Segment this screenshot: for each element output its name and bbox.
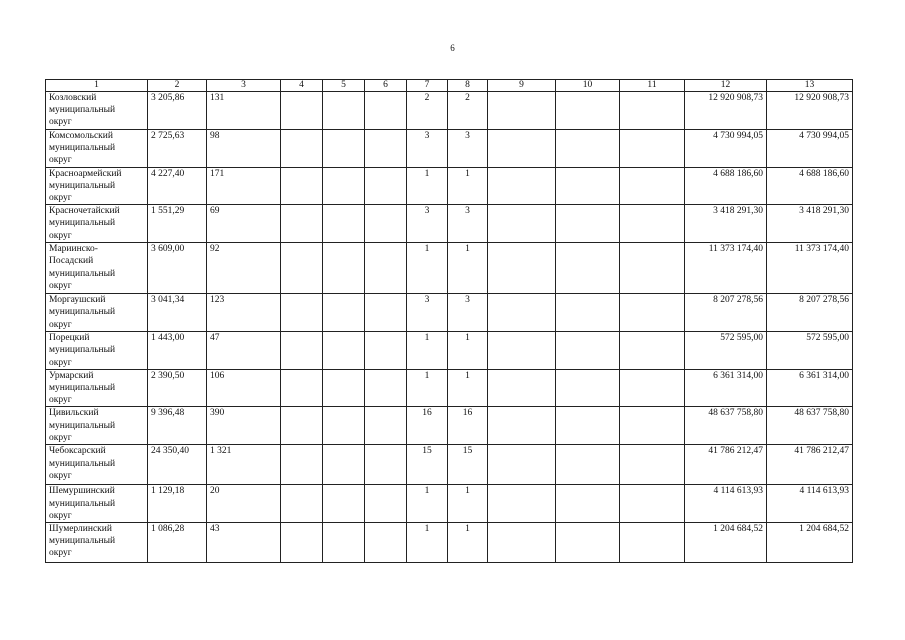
cell-c12: 11 373 174,40 (685, 243, 767, 294)
district-name-cell (46, 294, 148, 332)
cell-c6 (365, 485, 407, 523)
cell-c6 (365, 523, 407, 563)
cell-c12: 6 361 314,00 (685, 369, 767, 407)
cell-c7: 3 (407, 294, 448, 332)
cell-c2: 1 443,00 (148, 332, 207, 370)
cell-c6 (365, 369, 407, 407)
district-name-line: округ (49, 280, 72, 291)
cell-c3: 69 (207, 205, 281, 243)
cell-c12: 8 207 278,56 (685, 294, 767, 332)
cell-c8: 3 (448, 205, 488, 243)
table-row (46, 167, 853, 205)
cell-c13: 6 361 314,00 (767, 369, 853, 407)
cell-c11 (620, 407, 685, 445)
district-name-cell (46, 130, 148, 168)
district-name-line: муниципальный (49, 105, 116, 116)
cell-c9 (488, 294, 556, 332)
district-name-cell (46, 407, 148, 445)
cell-c8: 1 (448, 369, 488, 407)
cell-c3: 92 (207, 243, 281, 294)
cell-c9 (488, 243, 556, 294)
district-name-line: Чебоксарский (49, 446, 106, 457)
cell-c3: 123 (207, 294, 281, 332)
cell-c3: 171 (207, 167, 281, 205)
district-name-line: Шемуршинский (49, 486, 115, 497)
cell-c7: 16 (407, 407, 448, 445)
table-body (46, 92, 853, 563)
column-header: 7 (407, 80, 448, 92)
cell-c9 (488, 523, 556, 563)
cell-c11 (620, 485, 685, 523)
table-row (46, 523, 853, 563)
cell-c5 (323, 294, 365, 332)
cell-c8: 1 (448, 523, 488, 563)
cell-c2: 2 390,50 (148, 369, 207, 407)
cell-c9 (488, 445, 556, 485)
cell-c11 (620, 523, 685, 563)
district-name-line: муниципальный (49, 307, 116, 318)
cell-c13: 4 730 994,05 (767, 130, 853, 168)
district-name-line: Козловский (49, 93, 97, 103)
district-name-line: Красноармейский (49, 168, 122, 179)
district-name-line: округ (49, 357, 72, 368)
header-row (46, 80, 853, 92)
district-name-cell (46, 243, 148, 294)
cell-c5 (323, 205, 365, 243)
cell-c3: 106 (207, 369, 281, 407)
cell-c12: 3 418 291,30 (685, 205, 767, 243)
district-name-line: Порецкий (49, 333, 90, 344)
cell-c12: 572 595,00 (685, 332, 767, 370)
cell-c5 (323, 485, 365, 523)
cell-c13: 1 204 684,52 (767, 523, 853, 563)
district-name-line: Моргаушский (49, 295, 106, 306)
district-name-line: муниципальный (49, 458, 116, 469)
district-name-line: муниципальный (49, 420, 116, 431)
cell-c10 (556, 130, 620, 168)
cell-c10 (556, 369, 620, 407)
cell-c7: 2 (407, 92, 448, 130)
cell-c9 (488, 369, 556, 407)
district-name-line: муниципальный (49, 143, 116, 154)
cell-c8: 2 (448, 92, 488, 130)
cell-c5 (323, 369, 365, 407)
cell-c5 (323, 92, 365, 130)
cell-c2: 3 041,34 (148, 294, 207, 332)
cell-c8: 1 (448, 485, 488, 523)
cell-c5 (323, 332, 365, 370)
cell-c7: 3 (407, 205, 448, 243)
cell-c6 (365, 130, 407, 168)
district-name-line: округ (49, 432, 72, 443)
cell-c4 (281, 445, 323, 485)
district-name-cell (46, 445, 148, 485)
cell-c4 (281, 523, 323, 563)
cell-c9 (488, 332, 556, 370)
table-row (46, 369, 853, 407)
column-header: 9 (488, 80, 556, 92)
cell-c12: 48 637 758,80 (685, 407, 767, 445)
cell-c8: 3 (448, 130, 488, 168)
table-row (46, 130, 853, 168)
cell-c3: 131 (207, 92, 281, 130)
cell-c5 (323, 167, 365, 205)
column-header: 11 (620, 80, 685, 92)
cell-c13: 4 114 613,93 (767, 485, 853, 523)
cell-c7: 3 (407, 130, 448, 168)
table-row (46, 332, 853, 370)
table-row (46, 407, 853, 445)
cell-c4 (281, 407, 323, 445)
cell-c7: 1 (407, 485, 448, 523)
column-header: 3 (207, 80, 281, 92)
cell-c13: 12 920 908,73 (767, 92, 853, 130)
cell-c3: 1 321 (207, 445, 281, 485)
cell-c3: 390 (207, 407, 281, 445)
cell-c8: 1 (448, 243, 488, 294)
cell-c5 (323, 407, 365, 445)
cell-c2: 3 205,86 (148, 92, 207, 130)
cell-c13: 11 373 174,40 (767, 243, 853, 294)
cell-c12: 4 730 994,05 (685, 130, 767, 168)
cell-c13: 48 637 758,80 (767, 407, 853, 445)
cell-c10 (556, 205, 620, 243)
cell-c13: 4 688 186,60 (767, 167, 853, 205)
district-name-line: округ (49, 470, 72, 481)
cell-c9 (488, 167, 556, 205)
cell-c7: 1 (407, 167, 448, 205)
district-name-cell (46, 332, 148, 370)
cell-c12: 4 688 186,60 (685, 167, 767, 205)
district-name-line: округ (49, 117, 72, 128)
cell-c4 (281, 167, 323, 205)
cell-c2: 4 227,40 (148, 167, 207, 205)
column-header: 2 (148, 80, 207, 92)
table-row (46, 485, 853, 523)
table-row (46, 445, 853, 485)
cell-c3: 43 (207, 523, 281, 563)
cell-c7: 1 (407, 243, 448, 294)
district-name-line: Цивильский (49, 408, 99, 419)
district-name-line: округ (49, 548, 72, 559)
cell-c2: 2 725,63 (148, 130, 207, 168)
cell-c5 (323, 445, 365, 485)
cell-c2: 1 551,29 (148, 205, 207, 243)
district-name-line: Комсомольский (49, 131, 113, 141)
cell-c10 (556, 332, 620, 370)
cell-c5 (323, 130, 365, 168)
district-name-cell (46, 167, 148, 205)
district-name-line: Урмарский (49, 370, 94, 381)
cell-c9 (488, 130, 556, 168)
cell-c3: 20 (207, 485, 281, 523)
cell-c4 (281, 205, 323, 243)
column-header: 6 (365, 80, 407, 92)
cell-c10 (556, 523, 620, 563)
cell-c11 (620, 130, 685, 168)
district-name-cell (46, 485, 148, 523)
cell-c8: 16 (448, 407, 488, 445)
cell-c12: 1 204 684,52 (685, 523, 767, 563)
cell-c12: 12 920 908,73 (685, 92, 767, 130)
column-header: 13 (767, 80, 853, 92)
table-row (46, 205, 853, 243)
cell-c2: 3 609,00 (148, 243, 207, 294)
table-row (46, 243, 853, 294)
district-name-cell (46, 92, 148, 130)
district-name-line: Мариинско- (49, 244, 98, 255)
district-name-line: муниципальный (49, 383, 116, 394)
district-name-line: Шумерлинский (49, 524, 112, 535)
column-header: 8 (448, 80, 488, 92)
district-name-line: муниципальный (49, 180, 116, 191)
district-name-line: муниципальный (49, 268, 116, 279)
cell-c2: 1 086,28 (148, 523, 207, 563)
cell-c4 (281, 369, 323, 407)
cell-c11 (620, 92, 685, 130)
cell-c8: 1 (448, 332, 488, 370)
district-name-line: муниципальный (49, 345, 116, 356)
table-row (46, 92, 853, 130)
cell-c3: 47 (207, 332, 281, 370)
cell-c4 (281, 243, 323, 294)
cell-c4 (281, 485, 323, 523)
district-name-cell (46, 205, 148, 243)
column-header: 5 (323, 80, 365, 92)
cell-c8: 1 (448, 167, 488, 205)
column-header: 10 (556, 80, 620, 92)
cell-c2: 1 129,18 (148, 485, 207, 523)
cell-c13: 8 207 278,56 (767, 294, 853, 332)
data-table (45, 79, 853, 563)
district-name-line: округ (49, 510, 72, 521)
cell-c6 (365, 445, 407, 485)
cell-c8: 15 (448, 445, 488, 485)
district-name-line: Красночетайский (49, 206, 120, 217)
cell-c11 (620, 205, 685, 243)
cell-c11 (620, 369, 685, 407)
cell-c4 (281, 92, 323, 130)
cell-c10 (556, 485, 620, 523)
cell-c13: 3 418 291,30 (767, 205, 853, 243)
column-header: 1 (46, 80, 148, 92)
district-name-line: округ (49, 319, 72, 330)
district-name-line: округ (49, 230, 72, 241)
cell-c12: 4 114 613,93 (685, 485, 767, 523)
cell-c4 (281, 294, 323, 332)
cell-c10 (556, 243, 620, 294)
cell-c11 (620, 243, 685, 294)
cell-c10 (556, 92, 620, 130)
cell-c10 (556, 445, 620, 485)
cell-c6 (365, 294, 407, 332)
district-name-cell (46, 523, 148, 563)
cell-c13: 572 595,00 (767, 332, 853, 370)
cell-c2: 9 396,48 (148, 407, 207, 445)
cell-c10 (556, 167, 620, 205)
district-name-line: муниципальный (49, 218, 116, 229)
cell-c5 (323, 243, 365, 294)
cell-c11 (620, 445, 685, 485)
cell-c3: 98 (207, 130, 281, 168)
cell-c7: 1 (407, 332, 448, 370)
district-name-line: муниципальный (49, 498, 116, 509)
cell-c9 (488, 485, 556, 523)
cell-c6 (365, 332, 407, 370)
cell-c4 (281, 332, 323, 370)
column-header: 4 (281, 80, 323, 92)
cell-c10 (556, 407, 620, 445)
cell-c10 (556, 294, 620, 332)
cell-c6 (365, 205, 407, 243)
cell-c9 (488, 205, 556, 243)
district-name-line: муниципальный (49, 536, 116, 547)
column-header: 12 (685, 80, 767, 92)
cell-c11 (620, 167, 685, 205)
district-name-line: округ (49, 193, 72, 204)
cell-c6 (365, 243, 407, 294)
cell-c7: 1 (407, 523, 448, 563)
cell-c8: 3 (448, 294, 488, 332)
cell-c11 (620, 294, 685, 332)
table-row (46, 294, 853, 332)
cell-c6 (365, 92, 407, 130)
page-number: 6 (450, 43, 455, 53)
cell-c2: 24 350,40 (148, 445, 207, 485)
cell-c11 (620, 332, 685, 370)
cell-c5 (323, 523, 365, 563)
district-name-line: округ (49, 395, 72, 406)
cell-c13: 41 786 212,47 (767, 445, 853, 485)
cell-c9 (488, 92, 556, 130)
cell-c6 (365, 407, 407, 445)
cell-c12: 41 786 212,47 (685, 445, 767, 485)
cell-c7: 1 (407, 369, 448, 407)
cell-c9 (488, 407, 556, 445)
district-name-line: Посадский (49, 256, 94, 267)
cell-c6 (365, 167, 407, 205)
cell-c7: 15 (407, 445, 448, 485)
cell-c4 (281, 130, 323, 168)
district-name-line: округ (49, 155, 72, 166)
district-name-cell (46, 369, 148, 407)
